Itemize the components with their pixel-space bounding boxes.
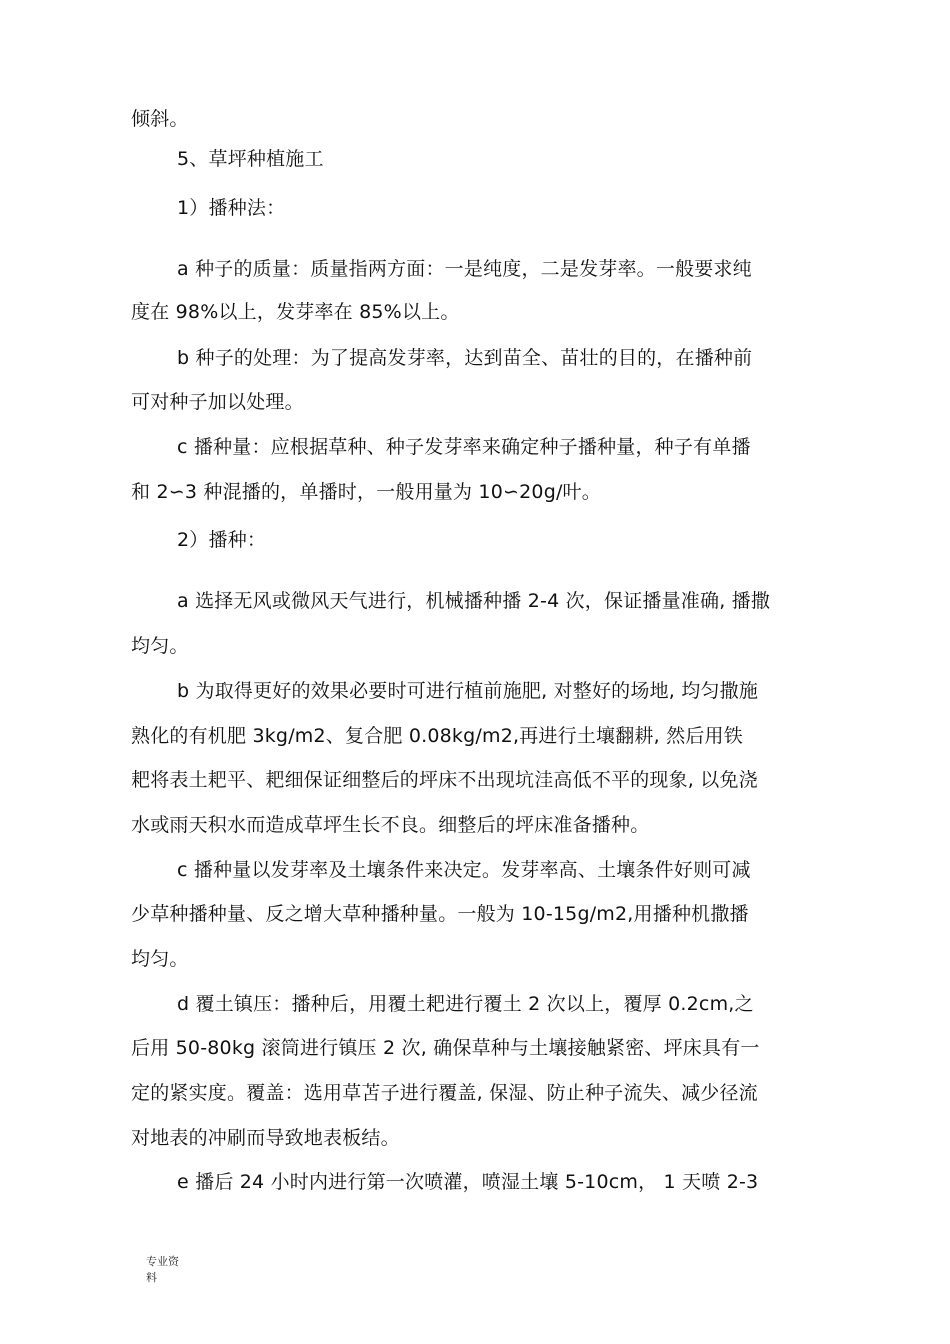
paragraph-line: 和 2∽3 种混播的，单播时，一般用量为 10∽20g/叶。 — [131, 481, 601, 503]
paragraph-line: c 播种量以发芽率及土壤条件来决定。发芽率高、土壤条件好则可减 — [177, 859, 751, 881]
paragraph-line: 可对种子加以处理。 — [131, 391, 304, 413]
paragraph-line: 水或雨天积水而造成草坪生长不良。细整后的坪床准备播种。 — [131, 814, 650, 836]
section-heading: 5、草坪种植施工 — [177, 148, 324, 170]
paragraph-line: d 覆土镇压：播种后，用覆土耙进行覆土 2 次以上，覆厚 0.2cm,之 — [177, 993, 754, 1015]
text-line: 倾斜。 — [131, 108, 189, 130]
paragraph-line: b 为取得更好的效果必要时可进行植前施肥, 对整好的场地, 均匀撒施 — [177, 680, 759, 702]
paragraph-line: 对地表的冲刷而导致地表板结。 — [131, 1127, 400, 1149]
paragraph-line: b 种子的处理：为了提高发芽率，达到苗全、苗壮的目的，在播种前 — [177, 347, 753, 369]
subsection-heading: 1）播种法： — [177, 197, 286, 219]
page-footer — [146, 1254, 206, 1286]
paragraph-line: 均匀。 — [131, 635, 189, 657]
paragraph-line: c 播种量：应根据草种、种子发芽率来确定种子播种量，种子有单播 — [177, 436, 751, 458]
footer-line: 专业资 — [146, 1255, 179, 1268]
paragraph-line: 定的紧实度。覆盖：选用草苫子进行覆盖, 保湿、防止种子流失、减少径流 — [131, 1082, 758, 1104]
paragraph-line: 度在 98%以上，发芽率在 85%以上。 — [131, 301, 460, 323]
paragraph-line: 熟化的有机肥 3kg/m2、复合肥 0.08kg/m2,再进行土壤翻耕, 然后用铁 — [131, 725, 743, 747]
paragraph-line: a 选择无风或微风天气进行，机械播种播 2-4 次，保证播量准确, 播撒 — [177, 590, 771, 612]
paragraph-line: 耙将表土耙平、耙细保证细整后的坪床不出现坑洼高低不平的现象, 以免浇 — [131, 769, 758, 791]
paragraph-line: 均匀。 — [131, 948, 189, 970]
paragraph-line: 少草种播种量、反之增大草种播种量。一般为 10-15g/m2,用播种机撒播 — [131, 903, 749, 925]
paragraph-line: 后用 50-80kg 滚筒进行镇压 2 次, 确保草种与土壤接触紧密、坪床具有一 — [131, 1037, 760, 1059]
paragraph-line: a 种子的质量：质量指两方面：一是纯度，二是发芽率。一般要求纯 — [177, 258, 752, 280]
paragraph-line: e 播后 24 小时内进行第一次喷灌，喷湿土壤 5-10cm， 1 天喷 2-3 — [177, 1171, 759, 1193]
footer-line: 料 — [146, 1271, 157, 1284]
subsection-heading: 2）播种： — [177, 529, 267, 551]
